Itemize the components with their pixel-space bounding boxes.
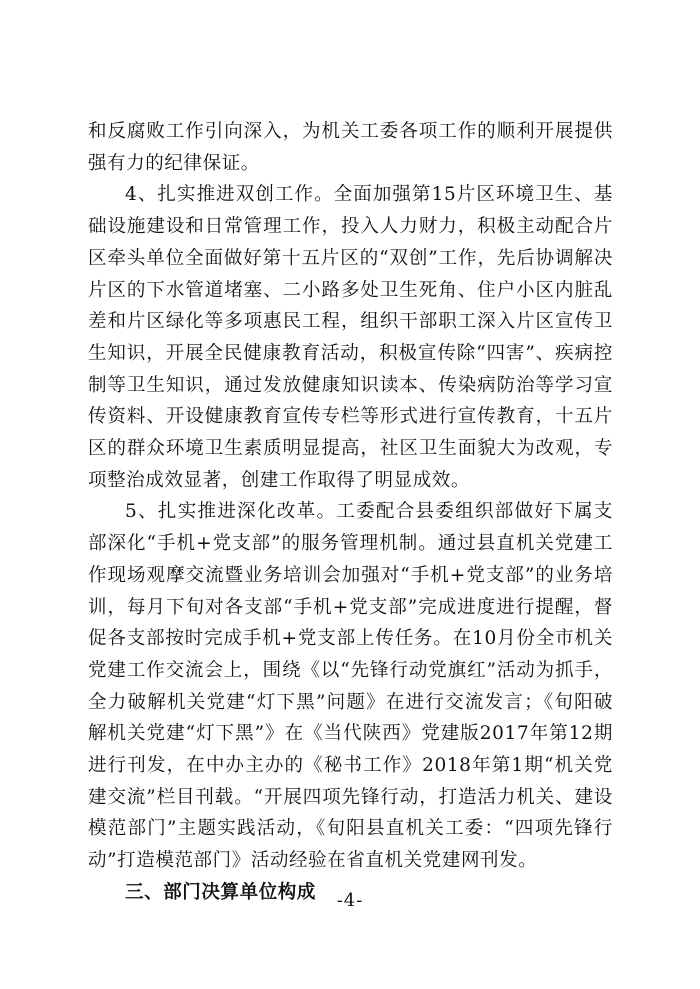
paragraph-continuation: 和反腐败工作引向深入，为机关工委各项工作的顺利开展提供强有力的纪律保证。 — [88, 121, 613, 174]
paragraph-item-4: 4、扎实推进双创工作。全面加强第15片区环境卫生、基础设施建设和日常管理工作，投入人力财力，积极主动配合片区牵头单位全面做好第十五片区的“双创”工作，先后协调解决片区的下水管道堵塞、二小路多处卫生死角、住户小区内脏乱差和片区绿化等多项惠民工程，组织干部职工深入片区宣传卫生知识，开展全民健康教育活动，积极宣传除“四害”、疾病控制等卫生知识，通过发放健康知识读本、传染病防治等学习宣传资料、开设健康教育宣传专栏等形式进行宣传教育，十五片区的群众环境卫生素质明显提高，社区卫生面貌大为改观，专项整治成效显著，创建工作取得了明显成效。 — [88, 184, 613, 491]
body-text — [88, 116, 613, 909]
paragraph-item-5: 5、扎实推进深化改革。工委配合县委组织部做好下属支部深化“手机+党支部”的服务管理机制。通过县直机关党建工作现场观摩交流暨业务培训会加强对“手机+党支部”的业务培训，每月下旬对各支部“手机+党支部”完成进度进行提醒，督促各支部按时完成手机+党支部上传任务。在10月份全市机关党建工作交流会上，围绕《以“先锋行动党旗红”活动为抓手，全力破解机关党建“灯下黑”问题》在进行交流发言；《旬阳破解机关党建“灯下黑”》在《当代陕西》党建版2017年第12期进行刊发，在中办主办的《秘书工作》2018年第1期“机关党建交流”栏目刊载。“开展四项先锋行动，打造活力机关、建设模范部门”主题实践活动，《旬阳县直机关工委：“四项先锋行动”打造模范部门》活动经验在省直机关党建网刊发。 — [88, 501, 613, 872]
section-heading: 三、部门决算单位构成 — [125, 881, 317, 903]
page-number: -4- — [336, 890, 364, 911]
